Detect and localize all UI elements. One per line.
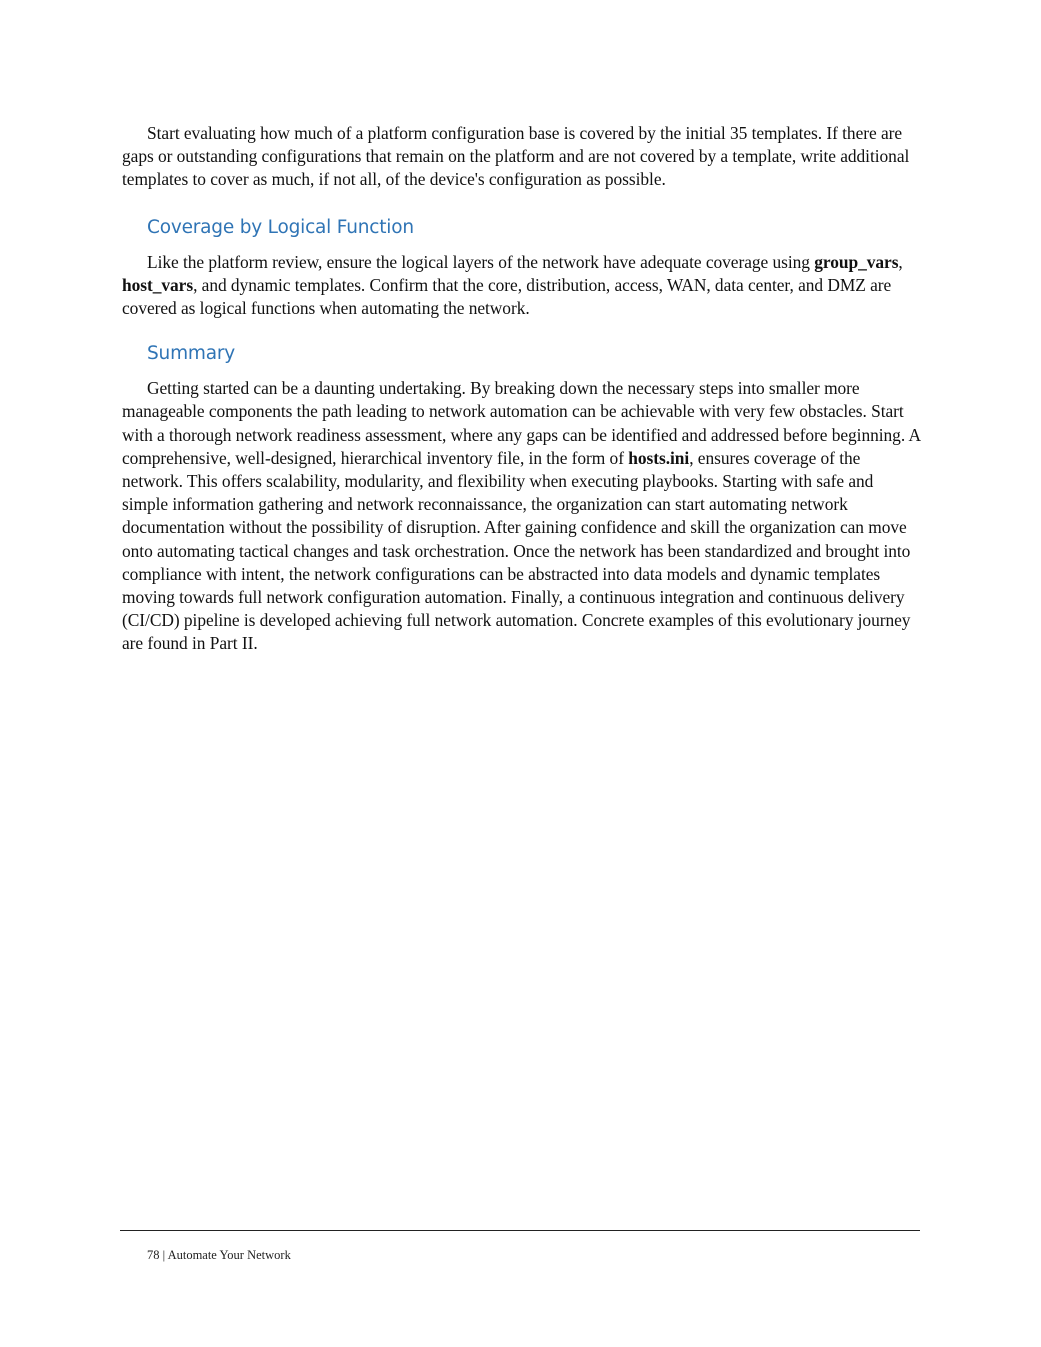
hosts-ini-term: hosts.ini [628,447,690,468]
summary-text-start: Getting started can be a daunting undertaking. By breaking down the necessary steps into smaller more manageable components the path leading to network automation can be achievable with very few obstacles. Start with a thorough network readiness assessment, where any gaps can be identified and addressed before beginning. A comprehensive, well-designed, hierarchical inventory file, in the form of [122,378,921,468]
footer-page-label: 78 | Automate Your Network [147,1248,291,1262]
intro-paragraph [122,122,920,192]
coverage-text-start: Like the platform review, ensure the logical layers of the network have adequate coverage using [147,251,815,272]
coverage-heading: Coverage by Logical Function [147,216,414,238]
summary-paragraph [122,377,920,655]
group-vars-term: group_vars [814,251,899,272]
coverage-paragraph [122,251,920,321]
summary-heading: Summary [147,343,236,365]
page-content [122,122,920,656]
intro-text: Start evaluating how much of a platform configuration base is covered by the initial 35 templates. If there are gaps or outstanding configurations that remain on the platform and are not covered by a template, write additional templates to cover as much, if not all, of the device's configuration as possible. [122,123,910,190]
footer-divider [120,1230,920,1231]
summary-text-end: , ensures coverage of the network. This offers scalability, modularity, and flexibility when executing playbooks. Starting with safe and simple information gathering and network reconnaissance, the organization can start automating network documentation without the possibility of disruption. After gaining confidence and skill the organization can move onto automating tactical changes and task orchestration. Once the network has been standardized and brought into compliance with intent, the network configurations can be abstracted into data models and dynamic templates moving towards full network configuration automation. Finally, a continuous integration and continuous delivery (CI/CD) pipeline is developed achieving full network automation. Concrete examples of this evolutionary journey are found in Part II. [122,447,911,654]
coverage-separator: , [898,251,903,272]
coverage-text-end: , and dynamic templates. Confirm that the core, distribution, access, WAN, data center, and DMZ are covered as logical functions when automating the network. [122,274,892,319]
host-vars-term: host_vars [122,274,194,295]
